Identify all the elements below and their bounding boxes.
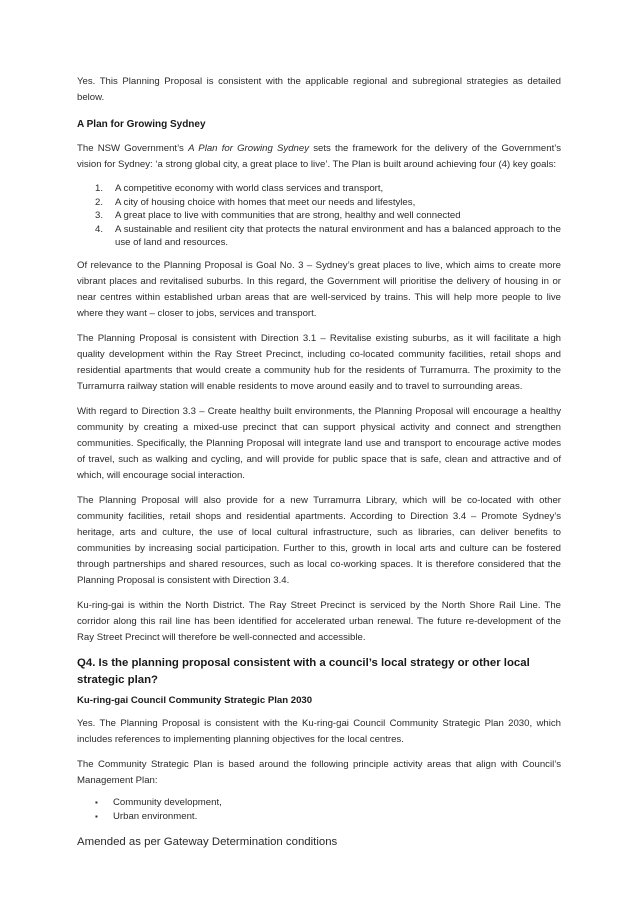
list-item: 2. A city of housing choice with homes that meet our needs and lifestyles, xyxy=(95,196,416,208)
list-item: 3. A great place to live with communities that are strong, healthy and well connected xyxy=(95,210,461,221)
list-item: 4. A sustainable and resilient city that protects the natural environment and has a balanced approach to the use of land and resources. xyxy=(95,223,561,248)
list-item: ▪ Community development, xyxy=(77,796,561,810)
community-strategic-plan-heading: Ku-ring-gai Council Community Strategic Plan 2030 xyxy=(77,694,313,706)
direction-3-3-paragraph: With regard to Direction 3.3 – Create healthy built environments, the Planning Proposal will encourage a healthy community by creating a mixed-use precinct that can support physical activity and connect and strengthen communities. Specifically, the Planning Proposal will integrate land use and transport to encourage active modes of travel, such as walking and cycling, and will provide for public space that is safe, clean and attractive and of which, will encourage social interaction. xyxy=(77,405,561,481)
activity-areas-intro: The Community Strategic Plan is based around the following principle activity areas that align with Council’s Management Plan: xyxy=(77,758,561,786)
bullet-icon: ▪ xyxy=(95,811,98,821)
goal-3-paragraph: Of relevance to the Planning Proposal is Goal No. 3 – Sydney’s great places to live, which aims to create more vibrant places and revitalised suburbs. In this regard, the Government will prioritise the delivery of housing in or near centres within established urban areas that are well-serviced by trains. This will help more people to live where they want – closer to jobs, services and transport. xyxy=(77,259,561,319)
list-item: 1. A competitive economy with world class services and transport, xyxy=(95,183,384,194)
goals-list xyxy=(77,182,561,250)
q4-heading: Q4. Is the planning proposal consistent with a council’s local strategy or other local strategic plan? xyxy=(77,656,530,686)
north-district-paragraph: Ku-ring-gai is within the North District. The Ray Street Precinct is serviced by the North Shore Rail Line. The corridor along this rail line has been identified for accelerated urban renewal. The future re-development of the Ray Street Precinct will therefore be well-connected and accessible. xyxy=(77,599,561,643)
plan-paragraph-pre: The NSW Government’s xyxy=(77,143,189,154)
library-paragraph: The Planning Proposal will also provide for a new Turramurra Library, which will be co-located with other community facilities, retail shops and residential apartments. According to Direction 3.4 – Promote Sydney’s heritage, arts and culture, the use of local cultural infrastructure, such as libraries, can deliver benefits to communities by increasing social participation. Further to this, growth in local arts and culture can be fostered through partnerships and shared resources, such as local co-working spaces. It is therefore considered that the Planning Proposal is consistent with Direction 3.4. xyxy=(77,494,561,586)
heading-plan-for-growing-sydney: A Plan for Growing Sydney xyxy=(77,119,206,130)
activity-areas-list xyxy=(77,796,561,824)
plan-paragraph-post: sets the framework for the delivery of the Government’s vision for Sydney: ‘a strong global city, a great place to live’. The Plan is built around achieving four (4) key goals: xyxy=(77,143,562,170)
intro-paragraph: Yes. This Planning Proposal is consistent with the applicable regional and subregional strategies as detailed below. xyxy=(77,76,561,103)
list-item: ▪ Urban environment. xyxy=(77,810,561,824)
plan-paragraph xyxy=(77,141,561,173)
consistency-paragraph: Yes. The Planning Proposal is consistent with the Ku-ring-gai Council Community Strategic Plan 2030, which includes references to implementing planning objectives for the local centres. xyxy=(77,717,561,745)
bullet-icon: ▪ xyxy=(95,797,98,807)
direction-3-1-paragraph: The Planning Proposal is consistent with Direction 3.1 – Revitalise existing suburbs, as it will facilitate a high quality development within the Ray Street Precinct, including co-located community facilities, retail shops and residential apartments that would create a community hub for the residents of Turramurra. The proximity to the Turramurra railway station will enable residents to move around easily and to travel to surrounding areas. xyxy=(77,332,561,392)
footer-note: Amended as per Gateway Determination conditions xyxy=(77,836,338,848)
plan-title-italic: A Plan for Growing Sydney xyxy=(188,143,310,154)
document-body xyxy=(77,74,561,830)
